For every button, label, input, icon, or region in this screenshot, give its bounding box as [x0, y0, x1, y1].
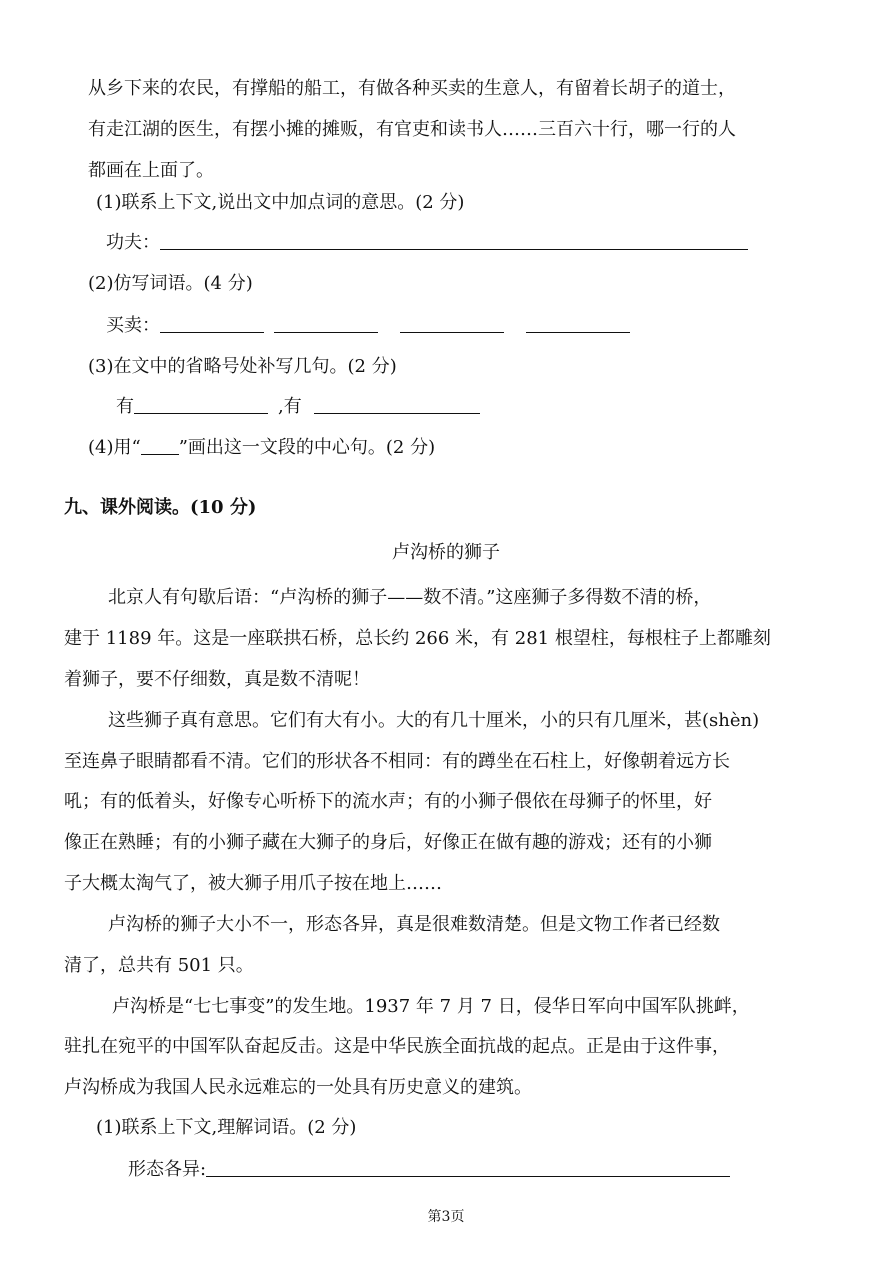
article-line: 卢沟桥成为我国人民永远难忘的一处具有历史意义的建筑。: [64, 1077, 532, 1098]
q3-answer-row: [116, 395, 480, 419]
q2-blank-2[interactable]: [274, 314, 378, 333]
section-heading: 九、课外阅读。(10 分): [64, 497, 257, 518]
section9-q1-answer-blank[interactable]: [206, 1158, 730, 1177]
page-number: 第3页: [427, 1209, 465, 1225]
q4-prefix: (4)用“: [88, 437, 141, 458]
question-3: (3)在文中的省略号处补写几句。(2 分): [88, 356, 397, 377]
section9-q1-answer-row: [128, 1158, 730, 1182]
q2-answer-row: [106, 314, 630, 338]
q2-blank-1[interactable]: [160, 314, 264, 333]
article-line: 卢沟桥是“七七事变”的发生地。1937 年 7 月 7 日，侵华日军向中国军队挑衅，: [112, 996, 750, 1017]
q4-suffix: ”画出这一文段的中心句。(2 分): [178, 437, 436, 458]
question-1: (1)联系上下文,说出文中加点词的意思。(2 分): [96, 192, 465, 213]
article-line: 至连鼻子眼睛都看不清。它们的形状各不相同：有的蹲坐在石柱上，好像朝着远方长: [64, 751, 730, 772]
article-line: 吼；有的低着头，好像专心听桥下的流水声；有的小狮子偎依在母狮子的怀里，好: [64, 791, 712, 812]
passage-line: 有走江湖的医生，有摆小摊的摊贩，有官吏和读书人……三百六十行，哪一行的人: [88, 119, 736, 140]
q3-blank-1[interactable]: [134, 395, 268, 414]
passage-line: 从乡下来的农民，有撑船的船工，有做各种买卖的生意人，有留着长胡子的道士，: [88, 78, 736, 99]
question-4: [88, 436, 435, 460]
article-title: 卢沟桥的狮子: [392, 542, 500, 563]
q2-blank-3[interactable]: [400, 314, 504, 333]
q4-underline-sample: [141, 436, 179, 455]
article-line: 子大概太淘气了，被大狮子用爪子按在地上……: [64, 873, 442, 894]
article-line: 卢沟桥的狮子大小不一，形态各异，真是很难数清楚。但是文物工作者已经数: [108, 914, 720, 935]
q1-answer-blank[interactable]: [160, 231, 748, 250]
q1-answer-row: [106, 231, 748, 255]
passage-line: 都画在上面了。: [88, 160, 214, 181]
article-line: 像正在熟睡；有的小狮子藏在大狮子的身后，好像正在做有趣的游戏；还有的小狮: [64, 832, 712, 853]
q2-blank-4[interactable]: [526, 314, 630, 333]
section9-q1-label: 形态各异:: [128, 1159, 207, 1180]
article-line: 建于 1189 年。这是一座联拱石桥，总长约 266 米，有 281 根望柱，每根柱子上都雕刻: [64, 628, 771, 649]
q3-blank-2[interactable]: [314, 395, 480, 414]
q2-label: 买卖：: [106, 315, 160, 336]
q3-word-1: 有: [116, 396, 134, 417]
article-line: 清了，总共有 501 只。: [64, 955, 254, 976]
article-line: 这些狮子真有意思。它们有大有小。大的有几十厘米，小的只有几厘米，甚(shèn): [108, 710, 760, 731]
section9-question-1: (1)联系上下文,理解词语。(2 分): [96, 1117, 357, 1138]
article-line: 北京人有句歇后语：“卢沟桥的狮子——数不清。”这座狮子多得数不清的桥，: [108, 587, 712, 608]
article-line: 着狮子，要不仔细数，真是数不清呢！: [64, 669, 370, 690]
q3-word-2: ,有: [278, 396, 302, 417]
question-2: (2)仿写词语。(4 分): [88, 273, 253, 294]
q1-label: 功夫：: [106, 232, 160, 253]
article-line: 驻扎在宛平的中国军队奋起反击。这是中华民族全面抗战的起点。正是由于这件事，: [64, 1036, 730, 1057]
